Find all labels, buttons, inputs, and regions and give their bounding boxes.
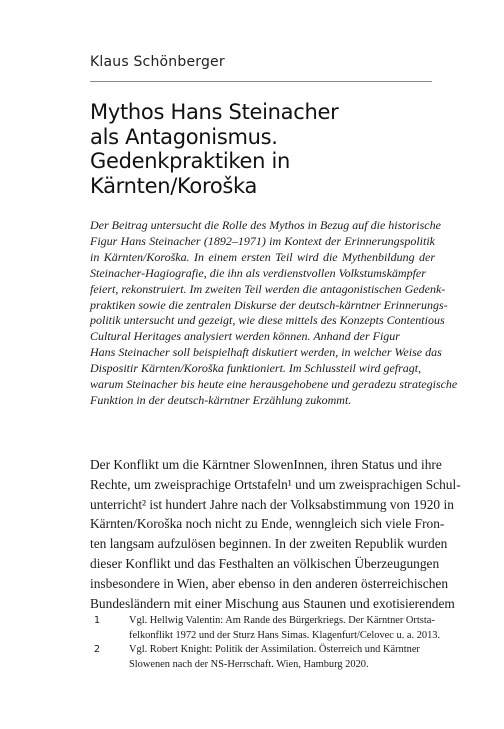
footnote-line: Vgl. Hellwig Valentin: Am Rande des Bürgerkriegs. Der Kärntner Ortsta- — [129, 615, 435, 626]
abstract-line: warum Steinacher bis heute eine herausgehobene und geradezu strategische — [90, 377, 458, 392]
footnotes — [90, 614, 441, 672]
abstract — [90, 218, 458, 409]
footnote-number: 1 — [93, 615, 101, 626]
abstract-line: politik untersucht und gezeigt, wie diese mittels des Konzepts Contentious — [90, 313, 445, 328]
body-line: ten langsam aufzulösen beginnen. In der zweiten Republik wurden — [90, 536, 448, 552]
abstract-line: Dispositir Kärnten/Koroška funktioniert. Im Schlussteil wird gefragt, — [90, 361, 422, 376]
body-line: Bundesländern mit einer Mischung aus Staunen und exotisierendem — [90, 595, 455, 611]
footnote — [90, 614, 441, 643]
footnote-line: Vgl. Robert Knight: Politik der Assimilation. Österreich und Kärntner — [129, 644, 420, 656]
footnote-number: 2 — [93, 644, 101, 656]
abstract-line: praktiken sowie die zentralen Diskurse der deutsch-kärntner Erinnerungs- — [90, 297, 448, 312]
footnote-line: Slowenen nach der NS-Herrschaft. Wien, Hamburg 2020. — [129, 658, 369, 670]
running-header-author: Klaus Schönberger — [90, 54, 225, 70]
abstract-line: Figur Hans Steinacher (1892–1971) im Kontext der Erinnerungspolitik — [90, 233, 435, 248]
abstract-line: Cultural Heritages analysiert werden können. Anhand der Figur — [90, 329, 400, 344]
body-line: dieser Konflikt und das Festhalten an völkischen Überzeugungen — [90, 555, 440, 571]
footnote — [90, 643, 435, 672]
abstract-line: Hans Steinacher soll beispielhaft diskutiert werden, in welcher Weise das — [90, 345, 442, 360]
body-line: unterricht² ist hundert Jahre nach der Volksabstimmung von 1920 in — [90, 496, 454, 512]
abstract-line: Funktion in der deutsch-kärntner Erzählung zukommt. — [90, 392, 352, 407]
abstract-line: in Kärnten/Koroška. In einem ersten Teil wird die Mythenbildung der — [90, 249, 435, 264]
abstract-line: Der Beitrag untersucht die Rolle des Mythos in Bezug auf die historische — [90, 218, 441, 232]
footnote-line: felkonflikt 1972 und der Sturz Hans Simas. Klagenfurt/Celovec u. a. 2013. — [129, 629, 441, 641]
body-text — [90, 455, 461, 613]
title-line: Gedenkpraktiken in — [90, 149, 291, 173]
title-line: Mythos Hans Steinacher — [90, 100, 339, 124]
chapter-title — [90, 100, 450, 198]
body-line: Kärnten/Koroška noch nicht zu Ende, wenngleich sich viele Fron- — [90, 516, 445, 532]
body-line: Rechte, um zweisprachige Ortstafeln¹ und um zweisprachigen Schul- — [90, 476, 461, 492]
header-rule — [90, 81, 432, 82]
title-line: Kärnten/Koroška — [90, 173, 258, 198]
title-line: als Antagonismus. — [90, 124, 278, 149]
abstract-line: Steinacher-Hagiografie, die ihn als verdienstvollen Volkstumskämpfer — [90, 265, 426, 280]
body-line: Der Konflikt um die Kärntner SlowenInnen, ihren Status und ihre — [90, 457, 442, 472]
body-line: insbesondere in Wien, aber ebenso in den anderen österreichischen — [90, 575, 449, 591]
abstract-line: feiert, rekonstruiert. Im zweiten Teil werden die antagonistischen Gedenk- — [90, 281, 446, 296]
